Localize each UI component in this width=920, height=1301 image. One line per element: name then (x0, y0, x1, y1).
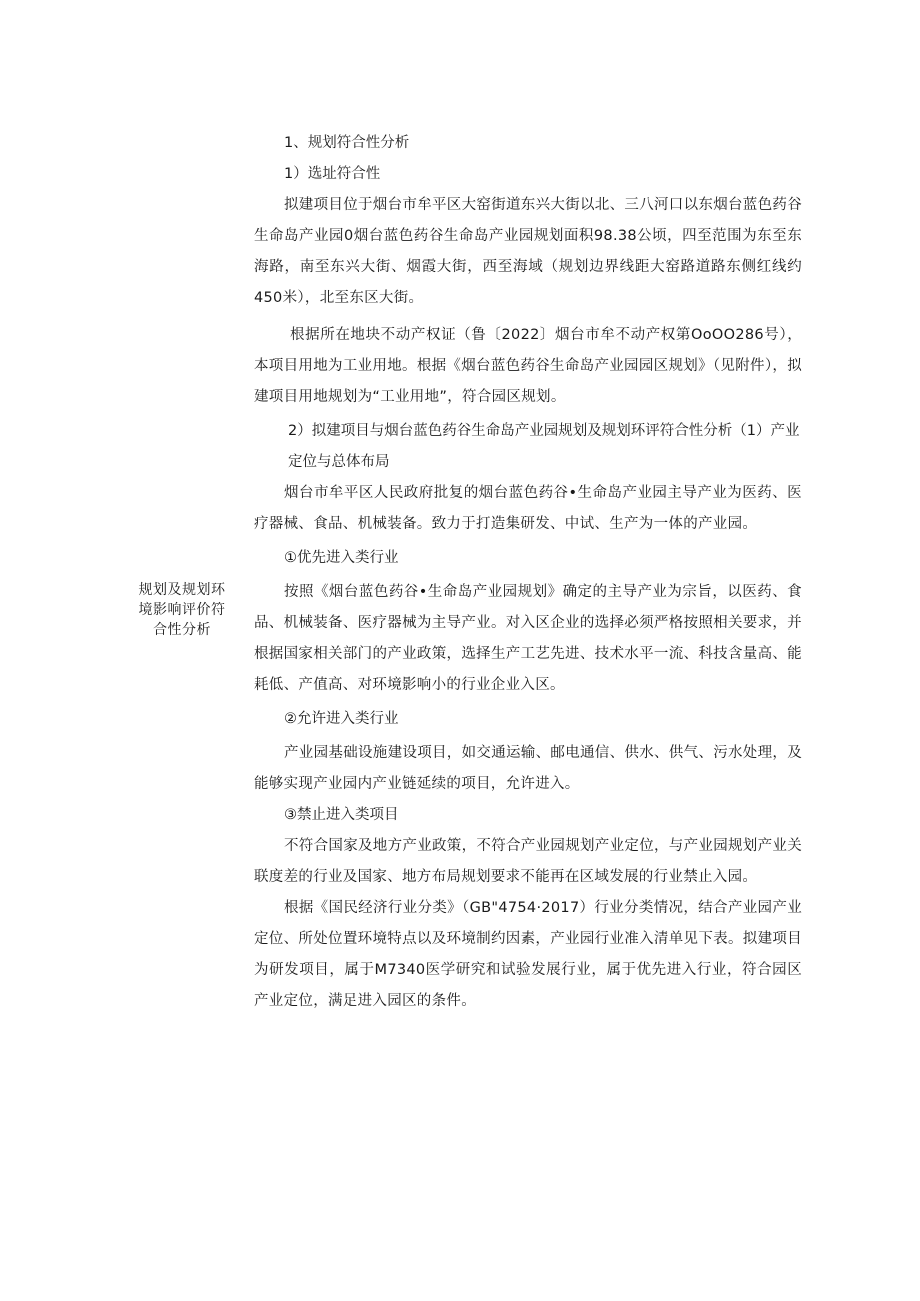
paragraph-prohibited-industries: 不符合国家及地方产业政策，不符合产业园规划产业定位，与产业园规划产业关联度差的行业及国家、地方布局规划要求不能再在区域发展的行业禁止入园。 (254, 838, 802, 885)
subsection-heading-site-selection: 1）选址符合性 (284, 166, 381, 182)
item-heading-prohibited: ③禁止进入类项目 (284, 807, 399, 823)
paragraph-industry-positioning: 烟台市牟平区人民政府批复的烟台蓝色药谷•生命岛产业园主导产业为医药、医疗器械、食品、机械装备。致力于打造集研发、中试、生产为一体的产业园。 (254, 485, 802, 532)
paragraph-project-location: 拟建项目位于烟台市牟平区大窑街道东兴大街以北、三八河口以东烟台蓝色药谷生命岛产业园0烟台蓝色药谷生命岛产业园规划面积98.38公顷，四至范围为东至东海路，南至东兴大街、烟霞大街，西至海域（规划边界线距大窑路道路东侧红线约450米），北至东区大街。 (254, 197, 802, 306)
document-body (254, 128, 802, 1017)
section-heading-1: 1、规划符合性分析 (284, 135, 410, 151)
item-heading-allowed: ②允许进入类行业 (284, 711, 399, 727)
paragraph-industry-classification: 根据《国民经济行业分类》（GB"4754·2017）行业分类情况，结合产业园产业定位、所处位置环境特点以及环境制约因素，产业园行业准入清单见下表。拟建项目为研发项目，属于M7340医学研究和试验发展行业，属于优先进入行业，符合园区产业定位，满足进入园区的条件。 (254, 900, 802, 1009)
subsection-heading-park-plan: 2）拟建项目与烟台蓝色药谷生命岛产业园规划及规划环评符合性分析（1）产业定位与总体布局 (288, 423, 800, 470)
paragraph-land-use: 根据所在地块不动产权证（鲁〔2022〕烟台市牟不动产权第OoOO286号），本项目用地为工业用地。根据《烟台蓝色药谷生命岛产业园园区规划》（见附件），拟建项目用地规划为“工业用地”，符合园区规划。 (254, 327, 802, 405)
paragraph-allowed-industries: 产业园基础设施建设项目，如交通运输、邮电通信、供水、供气、污水处理，及能够实现产业园内产业链延续的项目，允许进入。 (254, 745, 802, 792)
paragraph-priority-industries: 按照《烟台蓝色药谷•生命岛产业园规划》确定的主导产业为宗旨，以医药、食品、机械装备、医疗器械为主导产业。对入区企业的选择必须严格按照相关要求，并根据国家相关部门的产业政策，选择生产工艺先进、技术水平一流、科技含量高、能耗低、产值高、对环境影响小的行业企业入区。 (254, 584, 802, 693)
item-heading-priority: ①优先进入类行业 (284, 550, 399, 566)
section-category-label: 规划及规划环境影响评价符合性分析 (138, 582, 226, 638)
